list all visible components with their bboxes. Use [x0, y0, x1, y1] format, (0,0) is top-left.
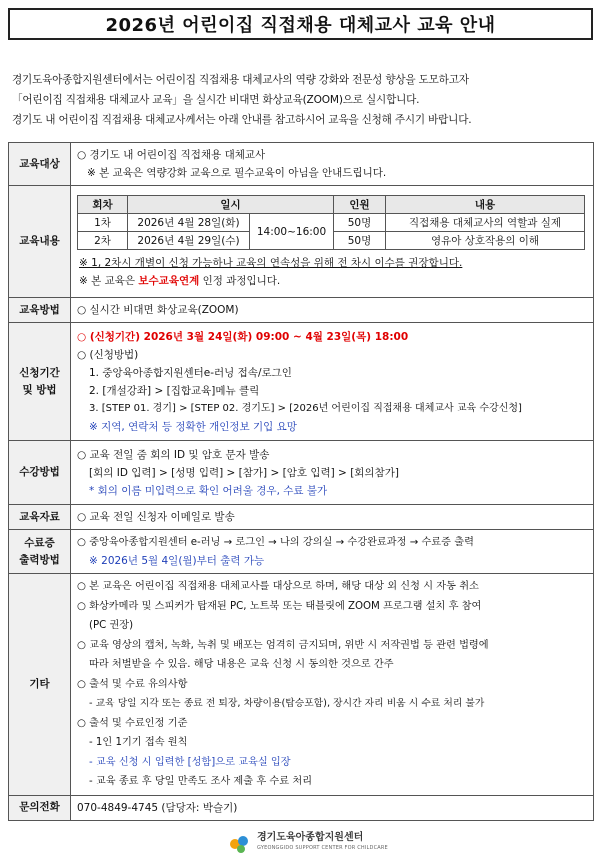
label-certificate [9, 530, 71, 574]
schedule-people: 50명 [334, 232, 386, 250]
etc-line: ○ 출석 및 수료 유의사항 [77, 678, 188, 690]
schedule-header-datetime: 일시 [128, 196, 334, 214]
label-content: 교육내용 [9, 186, 71, 298]
schedule-time: 14:00~16:00 [250, 214, 334, 250]
label-attend: 수강방법 [9, 441, 71, 505]
label-apply-line1: 신청기간 [19, 366, 60, 379]
etc-line: ○ 출석 및 수료인정 기준 [77, 717, 188, 729]
label-apply-line2: 및 방법 [22, 383, 57, 396]
etc-line: - 교육 종료 후 당일 만족도 조사 제출 후 수료 처리 [89, 776, 313, 787]
attend-note: * 회의 이름 미입력으로 확인 어려울 경우, 수료 불가 [89, 484, 328, 497]
label-target: 교육대상 [9, 143, 71, 186]
certificate-note: ※ 2026년 5월 4일(월)부터 출력 가능 [89, 554, 265, 567]
content-note-2-prefix: ※ 본 교육은 [79, 275, 139, 287]
intro-text [12, 70, 597, 130]
etc-line: (PC 권장) [89, 620, 134, 631]
org-logo [228, 831, 388, 855]
attend-steps: [회의 ID 입력] > [성명 입력] > [참가] > [암호 입력] > [회의참가] [89, 466, 399, 479]
label-apply [9, 323, 71, 441]
target-line: ○ 경기도 내 어린이집 직접채용 대체교사 [77, 149, 266, 161]
label-certificate-line2: 출력방법 [19, 553, 60, 566]
apply-period: ○ (신청기간) 2026년 3월 24일(화) 09:00 ~ 4월 23일(목) 18:00 [77, 330, 409, 343]
method-line: ○ 실시간 비대면 화상교육(ZOOM) [77, 304, 239, 316]
schedule-round: 1차 [78, 214, 128, 232]
intro-line: 「어린이집 직접채용 대체교사 교육」을 실시간 비대면 화상교육(ZOOM)으로 실시합니다. [12, 94, 420, 106]
apply-step: 2. [개설강좌] > [집합교육]메뉴 클릭 [89, 384, 260, 397]
etc-line: - 1인 1기기 접속 원칙 [89, 737, 188, 748]
schedule-header-people: 인원 [334, 196, 386, 214]
schedule-topic: 영유아 상호작용의 이해 [386, 232, 585, 250]
etc-line: ○ 본 교육은 어린이집 직접채용 대체교사를 대상으로 하며, 해당 대상 외 신청 시 자동 취소 [77, 581, 479, 592]
label-material: 교육자료 [9, 505, 71, 530]
label-certificate-line1: 수료증 [24, 536, 55, 549]
page-title: 2026년 어린이집 직접채용 대체교사 교육 안내 [8, 8, 593, 40]
schedule-people: 50명 [334, 214, 386, 232]
etc-line: - 교육 당일 지각 또는 종료 전 퇴장, 차량이용(탑승포함), 장시간 자리 비움 시 수료 처리 불가 [89, 698, 485, 709]
schedule-date: 2026년 4월 28일(화) [128, 214, 250, 232]
schedule-date: 2026년 4월 29일(수) [128, 232, 250, 250]
etc-line: - 교육 신청 시 입력한 [성함]으로 교육실 입장 [89, 756, 291, 768]
label-method: 교육방법 [9, 298, 71, 323]
content-note-1: ※ 1, 2차시 개별이 신청 가능하나 교육의 연속성을 위해 전 차시 이수를 권장합니다. [79, 257, 463, 269]
org-name-en: GYEONGGIDO SUPPORT CENTER FOR CHILDCARE [257, 845, 388, 851]
schedule-table [77, 195, 585, 250]
etc-line: 따라 처벌받을 수 있음. 해당 내용은 교육 신청 시 동의한 것으로 간주 [89, 659, 394, 670]
schedule-header-topic: 내용 [386, 196, 585, 214]
apply-note: ※ 지역, 연락처 등 정확한 개인정보 기입 요망 [89, 420, 297, 433]
label-contact: 문의전화 [9, 795, 71, 820]
label-etc: 기타 [9, 574, 71, 796]
intro-line: 경기도 내 어린이집 직접채용 대체교사께서는 아래 안내를 참고하시어 교육을 신청해 주시기 바랍니다. [12, 114, 472, 126]
target-note: ※ 본 교육은 역량강화 교육으로 필수교육이 아님을 안내드립니다. [87, 167, 387, 179]
etc-line: ○ 교육 영상의 캡처, 녹화, 녹취 및 배포는 엄격히 금지되며, 위반 시 저작권법 등 관련 법령에 [77, 639, 489, 651]
org-name: 경기도육아종합지원센터 [257, 832, 364, 843]
content-note-2-highlight: 보수교육연계 [138, 275, 200, 287]
info-table [8, 142, 594, 821]
apply-method-head: ○ (신청방법) [77, 348, 139, 361]
schedule-topic: 직접채용 대체교사의 역할과 실제 [386, 214, 585, 232]
contact-line: 070-4849-4745 (담당자: 박슬기) [77, 801, 238, 814]
etc-line: ○ 화상카메라 및 스피커가 탑재된 PC, 노트북 또는 태블릿에 ZOOM 프로그램 설치 후 참여 [77, 600, 482, 612]
apply-step: 1. 중앙육아종합지원센터e-러닝 접속/로그인 [89, 366, 292, 379]
schedule-round: 2차 [78, 232, 128, 250]
material-line: ○ 교육 전일 신청자 이메일로 발송 [77, 511, 235, 523]
intro-line: 경기도육아종합지원센터에서는 어린이집 직접채용 대체교사의 역량 강화와 전문성 향상을 도모하고자 [12, 74, 469, 86]
certificate-line: ○ 중앙육아종합지원센터 e-러닝 → 로그인 → 나의 강의실 → 수강완료과정 → 수료증 출력 [77, 536, 474, 548]
schedule-header-round: 회차 [78, 196, 128, 214]
org-logo-icon [228, 831, 252, 855]
content-note-2 [79, 272, 593, 290]
apply-step: 3. [STEP 01. 경기] > [STEP 02. 경기도] > [2026년 어린이집 직접채용 대체교사 교육 수강신청] [89, 402, 522, 414]
content-note-2-suffix: 인정 과정입니다. [199, 275, 281, 287]
attend-line: ○ 교육 전일 줌 회의 ID 및 암호 문자 발송 [77, 448, 270, 461]
